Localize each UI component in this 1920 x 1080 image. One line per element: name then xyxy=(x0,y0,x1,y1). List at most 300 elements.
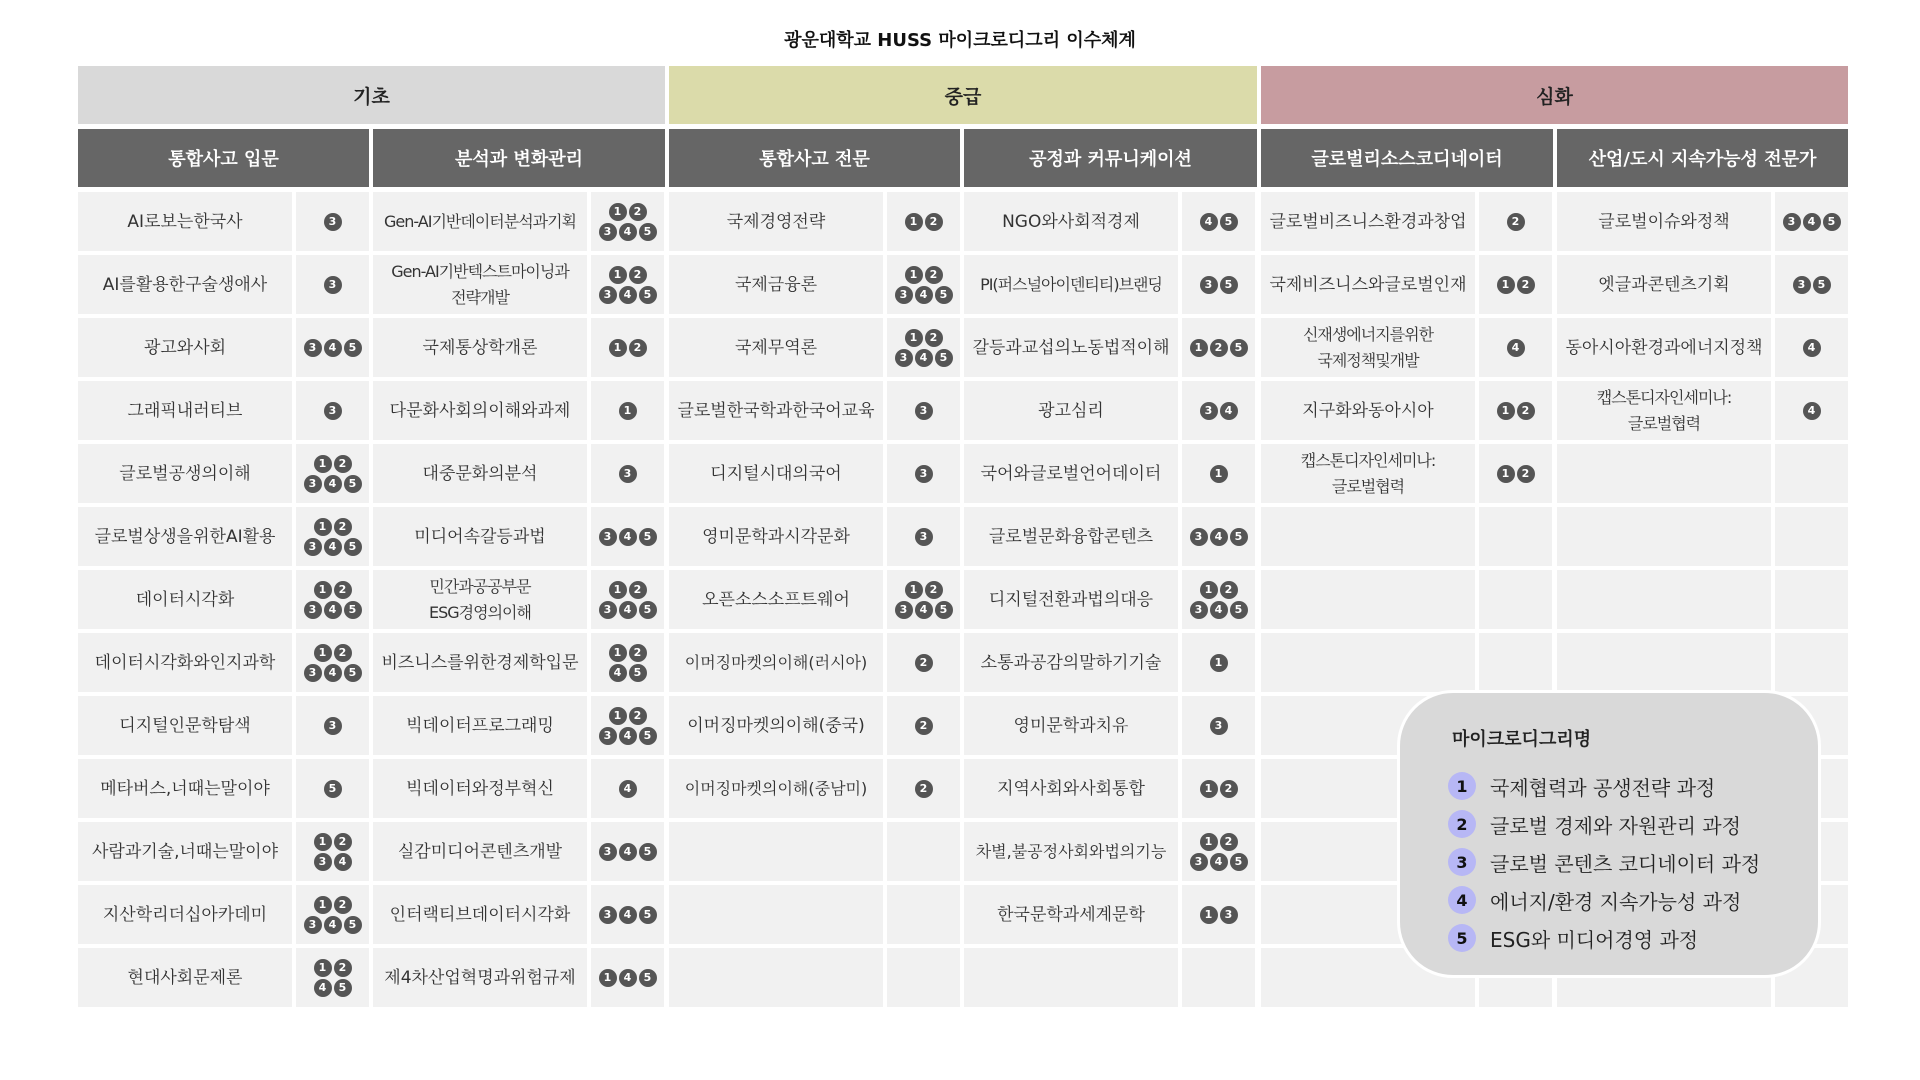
course-name: 광고와사회 xyxy=(78,318,292,377)
badge-cell xyxy=(296,381,369,440)
course-name: 영미문학과치유 xyxy=(964,696,1178,755)
microdegree-badge: 1 xyxy=(1200,780,1218,798)
badge-cell xyxy=(591,570,664,629)
microdegree-badge: 1 xyxy=(1200,581,1218,599)
microdegree-badge: 5 xyxy=(935,349,953,367)
microdegree-badge: 3 xyxy=(599,843,617,861)
microdegree-badge: 4 xyxy=(619,223,637,241)
track-header: 통합사고 입문 xyxy=(78,129,369,187)
microdegree-badge: 5 xyxy=(324,780,342,798)
empty-cell xyxy=(669,948,883,1007)
badge-cell xyxy=(1479,318,1552,377)
microdegree-badge: 3 xyxy=(599,223,617,241)
microdegree-badge: 4 xyxy=(619,906,637,924)
empty-cell xyxy=(1261,570,1475,629)
course-name: 빅데이터와정부혁신 xyxy=(373,759,587,818)
course-name: 글로벌상생을위한AI활용 xyxy=(78,507,292,566)
legend-number-badge: 1 xyxy=(1448,772,1476,800)
page-title: 광운대학교 HUSS 마이크로디그리 이수체계 xyxy=(784,30,1136,51)
microdegree-badge: 5 xyxy=(639,906,657,924)
badge-cell xyxy=(887,759,960,818)
badge-cell xyxy=(1182,318,1255,377)
empty-cell xyxy=(1479,507,1552,566)
badge-cell xyxy=(887,444,960,503)
microdegree-badge: 4 xyxy=(1220,402,1238,420)
badge-cell xyxy=(887,696,960,755)
badge-cell xyxy=(1775,192,1848,251)
course-name: 다문화사회의이해와과제 xyxy=(373,381,587,440)
course-name: AI로보는한국사 xyxy=(78,192,292,251)
microdegree-badge: 2 xyxy=(629,266,647,284)
level-advanced: 심화 xyxy=(1261,66,1848,124)
microdegree-badge: 5 xyxy=(334,979,352,997)
badge-cell xyxy=(591,507,664,566)
empty-cell xyxy=(1182,948,1255,1007)
badge-cell xyxy=(296,507,369,566)
course-name: 국제통상학개론 xyxy=(373,318,587,377)
course-name: 글로벌공생의이해 xyxy=(78,444,292,503)
course-name: 민간과공공부문 ESG경영의이해 xyxy=(373,570,587,629)
empty-cell xyxy=(1775,444,1848,503)
microdegree-badge: 5 xyxy=(935,286,953,304)
microdegree-badge: 4 xyxy=(1507,339,1525,357)
course-name: 데이터시각화 xyxy=(78,570,292,629)
course-name: 국제비즈니스와글로벌인재 xyxy=(1261,255,1475,314)
microdegree-badge: 1 xyxy=(905,329,923,347)
microdegree-badge: 3 xyxy=(304,664,322,682)
course-name: 캡스톤디자인세미나: 글로벌협력 xyxy=(1557,381,1771,440)
microdegree-badge: 5 xyxy=(639,727,657,745)
microdegree-badge: 3 xyxy=(1190,528,1208,546)
empty-cell xyxy=(1775,570,1848,629)
microdegree-badge: 4 xyxy=(324,475,342,493)
microdegree-badge: 5 xyxy=(639,969,657,987)
microdegree-badge: 4 xyxy=(915,349,933,367)
microdegree-badge: 4 xyxy=(1803,339,1821,357)
microdegree-badge: 3 xyxy=(1200,402,1218,420)
course-name: NGO와사회적경제 xyxy=(964,192,1178,251)
microdegree-badge: 4 xyxy=(619,843,637,861)
microdegree-badge: 4 xyxy=(324,339,342,357)
microdegree-badge: 4 xyxy=(324,601,342,619)
microdegree-badge: 1 xyxy=(314,455,332,473)
microdegree-badge: 4 xyxy=(619,286,637,304)
course-name: 국어와글로벌언어데이터 xyxy=(964,444,1178,503)
microdegree-badge: 3 xyxy=(915,402,933,420)
microdegree-badge: 5 xyxy=(344,538,362,556)
microdegree-badge: 5 xyxy=(1230,528,1248,546)
badge-cell xyxy=(1182,696,1255,755)
microdegree-badge: 1 xyxy=(314,833,332,851)
microdegree-badge: 5 xyxy=(629,664,647,682)
badge-cell xyxy=(887,507,960,566)
microdegree-badge: 1 xyxy=(1210,654,1228,672)
microdegree-badge: 3 xyxy=(599,906,617,924)
course-name: 지역사회와사회통합 xyxy=(964,759,1178,818)
course-name: 국제무역론 xyxy=(669,318,883,377)
legend-item xyxy=(1448,809,1760,839)
badge-cell xyxy=(1182,507,1255,566)
empty-cell xyxy=(887,885,960,944)
badge-cell xyxy=(296,696,369,755)
legend-number-badge: 4 xyxy=(1448,886,1476,914)
course-name: 그래픽내러티브 xyxy=(78,381,292,440)
microdegree-badge: 1 xyxy=(599,969,617,987)
badge-cell xyxy=(1479,192,1552,251)
microdegree-badge: 5 xyxy=(1823,213,1841,231)
legend-number-badge: 5 xyxy=(1448,924,1476,952)
badge-cell xyxy=(887,318,960,377)
empty-cell xyxy=(669,822,883,881)
course-name: 비즈니스를위한경제학입문 xyxy=(373,633,587,692)
microdegree-badge: 1 xyxy=(609,707,627,725)
microdegree-badge: 5 xyxy=(1813,276,1831,294)
microdegree-badge: 2 xyxy=(925,581,943,599)
microdegree-badge: 5 xyxy=(344,601,362,619)
course-name: 엣글과콘텐츠기획 xyxy=(1557,255,1771,314)
course-name: 사람과기술,너때는말이야 xyxy=(78,822,292,881)
microdegree-badge: 3 xyxy=(599,601,617,619)
microdegree-badge: 2 xyxy=(1517,276,1535,294)
microdegree-badge: 1 xyxy=(1210,465,1228,483)
badge-cell xyxy=(591,948,664,1007)
microdegree-badge: 2 xyxy=(334,833,352,851)
microdegree-badge: 3 xyxy=(895,601,913,619)
microdegree-badge: 1 xyxy=(905,213,923,231)
badge-cell xyxy=(1775,255,1848,314)
course-name: 대중문화의분석 xyxy=(373,444,587,503)
badge-cell xyxy=(887,192,960,251)
microdegree-badge: 4 xyxy=(324,916,342,934)
badge-cell xyxy=(591,255,664,314)
badge-cell xyxy=(296,318,369,377)
microdegree-badge: 1 xyxy=(314,896,332,914)
badge-cell xyxy=(591,318,664,377)
legend-label: ESG와 미디어경영 과정 xyxy=(1490,927,1699,952)
microdegree-badge: 4 xyxy=(619,780,637,798)
microdegree-badge: 5 xyxy=(1230,601,1248,619)
badge-cell xyxy=(1775,381,1848,440)
microdegree-badge: 2 xyxy=(334,959,352,977)
course-name: 글로벌한국학과한국어교육 xyxy=(669,381,883,440)
track-header: 글로벌리소스코디네이터 xyxy=(1261,129,1553,187)
badge-cell xyxy=(887,255,960,314)
badge-cell xyxy=(887,381,960,440)
microdegree-badge: 3 xyxy=(1200,276,1218,294)
level-basic: 기초 xyxy=(78,66,665,124)
microdegree-badge: 4 xyxy=(619,969,637,987)
course-name: 지산학리더십아카데미 xyxy=(78,885,292,944)
badge-cell xyxy=(887,570,960,629)
course-name: 이머징마켓의이해(중남미) xyxy=(669,759,883,818)
microdegree-badge: 1 xyxy=(905,266,923,284)
microdegree-badge: 3 xyxy=(304,339,322,357)
empty-cell xyxy=(1775,633,1848,692)
microdegree-badge: 1 xyxy=(314,959,332,977)
legend-number-badge: 2 xyxy=(1448,810,1476,838)
badge-cell xyxy=(296,255,369,314)
course-name: 한국문학과세계문학 xyxy=(964,885,1178,944)
microdegree-legend xyxy=(1397,690,1821,978)
microdegree-badge: 5 xyxy=(1230,853,1248,871)
microdegree-badge: 4 xyxy=(324,538,342,556)
microdegree-badge: 4 xyxy=(1210,853,1228,871)
empty-cell xyxy=(1557,507,1771,566)
badge-cell xyxy=(1182,885,1255,944)
course-name: 소통과공감의말하기기술 xyxy=(964,633,1178,692)
microdegree-badge: 2 xyxy=(629,644,647,662)
course-name: AI를활용한구술생애사 xyxy=(78,255,292,314)
badge-cell xyxy=(1182,570,1255,629)
course-name: 제4차산업혁명과위험규제 xyxy=(373,948,587,1007)
microdegree-badge: 1 xyxy=(314,518,332,536)
badge-cell xyxy=(1479,255,1552,314)
microdegree-badge: 2 xyxy=(1517,402,1535,420)
microdegree-badge: 3 xyxy=(599,528,617,546)
course-name: PI(퍼스널아이덴티티)브랜딩 xyxy=(964,255,1178,314)
empty-cell xyxy=(1775,507,1848,566)
course-name: Gen-AI기반텍스트마이닝과 전략개발 xyxy=(373,255,587,314)
empty-cell xyxy=(1557,633,1771,692)
badge-cell xyxy=(296,948,369,1007)
badge-cell xyxy=(591,759,664,818)
microdegree-badge: 3 xyxy=(599,727,617,745)
microdegree-badge: 1 xyxy=(1200,833,1218,851)
microdegree-badge: 5 xyxy=(1220,276,1238,294)
badge-cell xyxy=(591,822,664,881)
microdegree-badge: 1 xyxy=(619,402,637,420)
microdegree-badge: 2 xyxy=(334,896,352,914)
course-name: 실감미디어콘텐츠개발 xyxy=(373,822,587,881)
microdegree-badge: 3 xyxy=(895,286,913,304)
microdegree-badge: 3 xyxy=(304,916,322,934)
microdegree-badge: 2 xyxy=(925,266,943,284)
microdegree-badge: 2 xyxy=(629,339,647,357)
empty-cell xyxy=(1479,633,1552,692)
microdegree-badge: 4 xyxy=(1200,213,1218,231)
course-name: 디지털인문학탐색 xyxy=(78,696,292,755)
course-name: 데이터시각화와인지과학 xyxy=(78,633,292,692)
microdegree-badge: 1 xyxy=(609,203,627,221)
badge-cell xyxy=(1182,192,1255,251)
badge-cell xyxy=(1182,444,1255,503)
badge-cell xyxy=(591,444,664,503)
microdegree-badge: 1 xyxy=(609,339,627,357)
microdegree-badge: 3 xyxy=(1210,717,1228,735)
microdegree-badge: 3 xyxy=(304,538,322,556)
course-name: 미디어속갈등과법 xyxy=(373,507,587,566)
microdegree-badge: 2 xyxy=(629,707,647,725)
course-name: Gen-AI기반데이터분석과기획 xyxy=(373,192,587,251)
course-name: 지구화와동아시아 xyxy=(1261,381,1475,440)
microdegree-badge: 1 xyxy=(314,644,332,662)
microdegree-badge: 4 xyxy=(619,601,637,619)
course-name: 영미문학과시각문화 xyxy=(669,507,883,566)
microdegree-badge: 2 xyxy=(334,518,352,536)
microdegree-badge: 4 xyxy=(314,979,332,997)
track-header: 분석과 변화관리 xyxy=(373,129,665,187)
badge-cell xyxy=(1182,381,1255,440)
microdegree-badge: 1 xyxy=(609,644,627,662)
course-name: 갈등과교섭의노동법적이해 xyxy=(964,318,1178,377)
microdegree-badge: 3 xyxy=(304,601,322,619)
legend-item xyxy=(1448,885,1760,915)
empty-cell xyxy=(669,885,883,944)
microdegree-badge: 4 xyxy=(334,853,352,871)
legend-label: 국제협력과 공생전략 과정 xyxy=(1490,775,1716,800)
legend-label: 글로벌 경제와 자원관리 과정 xyxy=(1490,813,1741,838)
microdegree-badge: 2 xyxy=(629,203,647,221)
course-name: 신재생에너지를위한 국제정책및개발 xyxy=(1261,318,1475,377)
course-name: 동아시아환경과에너지정책 xyxy=(1557,318,1771,377)
microdegree-badge: 5 xyxy=(639,286,657,304)
microdegree-badge: 1 xyxy=(1497,465,1515,483)
badge-cell xyxy=(296,759,369,818)
badge-cell xyxy=(1182,633,1255,692)
microdegree-badge: 5 xyxy=(1220,213,1238,231)
microdegree-badge: 5 xyxy=(344,475,362,493)
course-name: 글로벌비즈니스환경과창업 xyxy=(1261,192,1475,251)
microdegree-badge: 2 xyxy=(1210,339,1228,357)
badge-cell xyxy=(1182,759,1255,818)
track-header: 산업/도시 지속가능성 전문가 xyxy=(1557,129,1848,187)
microdegree-badge: 3 xyxy=(314,853,332,871)
empty-cell xyxy=(887,948,960,1007)
microdegree-badge: 1 xyxy=(314,581,332,599)
empty-cell xyxy=(964,948,1178,1007)
legend-title: 마이크로디그리명 xyxy=(1452,729,1592,750)
empty-cell xyxy=(1557,570,1771,629)
legend-label: 에너지/환경 지속가능성 과정 xyxy=(1490,889,1742,914)
microdegree-badge: 3 xyxy=(619,465,637,483)
microdegree-badge: 2 xyxy=(915,654,933,672)
microdegree-badge: 3 xyxy=(324,717,342,735)
microdegree-badge: 3 xyxy=(599,286,617,304)
microdegree-badge: 5 xyxy=(1230,339,1248,357)
microdegree-badge: 4 xyxy=(1210,601,1228,619)
microdegree-badge: 3 xyxy=(324,213,342,231)
empty-cell xyxy=(1261,633,1475,692)
legend-item xyxy=(1448,923,1760,953)
badge-cell xyxy=(1182,822,1255,881)
microdegree-badge: 3 xyxy=(915,465,933,483)
microdegree-badge: 4 xyxy=(915,286,933,304)
badge-cell xyxy=(296,885,369,944)
microdegree-badge: 2 xyxy=(1220,780,1238,798)
course-name: 디지털전환과법의대응 xyxy=(964,570,1178,629)
course-name: 현대사회문제론 xyxy=(78,948,292,1007)
microdegree-badge: 5 xyxy=(935,601,953,619)
badge-cell xyxy=(1479,381,1552,440)
microdegree-badge: 1 xyxy=(1497,402,1515,420)
legend-label: 글로벌 콘텐츠 코디네이터 과정 xyxy=(1490,851,1761,876)
course-name: 메타버스,너때는말이야 xyxy=(78,759,292,818)
empty-cell xyxy=(1479,570,1552,629)
microdegree-badge: 2 xyxy=(1517,465,1535,483)
microdegree-badge: 2 xyxy=(1220,833,1238,851)
microdegree-badge: 3 xyxy=(1190,853,1208,871)
microdegree-badge: 2 xyxy=(629,581,647,599)
badge-cell xyxy=(296,633,369,692)
badge-cell xyxy=(1479,444,1552,503)
badge-cell xyxy=(591,192,664,251)
microdegree-badge: 2 xyxy=(925,329,943,347)
microdegree-badge: 3 xyxy=(324,276,342,294)
track-header: 공정과 커뮤니케이션 xyxy=(964,129,1257,187)
microdegree-badge: 3 xyxy=(895,349,913,367)
badge-cell xyxy=(1182,255,1255,314)
microdegree-badge: 3 xyxy=(1190,601,1208,619)
badge-cell xyxy=(296,192,369,251)
course-name: 국제금융론 xyxy=(669,255,883,314)
microdegree-badge: 1 xyxy=(1497,276,1515,294)
microdegree-badge: 3 xyxy=(915,528,933,546)
microdegree-badge: 4 xyxy=(1803,213,1821,231)
microdegree-badge: 3 xyxy=(1220,906,1238,924)
microdegree-badge: 2 xyxy=(1507,213,1525,231)
microdegree-badge: 4 xyxy=(1210,528,1228,546)
badge-cell xyxy=(296,570,369,629)
microdegree-badge: 2 xyxy=(915,780,933,798)
course-name: 차별,불공정사회와법의기능 xyxy=(964,822,1178,881)
microdegree-badge: 1 xyxy=(609,581,627,599)
badge-cell xyxy=(591,633,664,692)
level-intermediate: 중급 xyxy=(669,66,1257,124)
badge-cell xyxy=(591,696,664,755)
microdegree-badge: 4 xyxy=(1803,402,1821,420)
microdegree-badge: 4 xyxy=(609,664,627,682)
empty-cell xyxy=(1261,507,1475,566)
microdegree-badge: 5 xyxy=(639,223,657,241)
microdegree-badge: 5 xyxy=(344,916,362,934)
microdegree-badge: 3 xyxy=(304,475,322,493)
microdegree-badge: 2 xyxy=(334,644,352,662)
microdegree-badge: 5 xyxy=(639,601,657,619)
microdegree-badge: 3 xyxy=(1783,213,1801,231)
course-name: 디지털시대의국어 xyxy=(669,444,883,503)
microdegree-badge: 2 xyxy=(334,581,352,599)
legend-number-badge: 3 xyxy=(1448,848,1476,876)
empty-cell xyxy=(887,822,960,881)
microdegree-badge: 4 xyxy=(324,664,342,682)
microdegree-badge: 5 xyxy=(344,339,362,357)
course-name: 국제경영전략 xyxy=(669,192,883,251)
microdegree-badge: 4 xyxy=(915,601,933,619)
legend-item xyxy=(1448,847,1760,877)
microdegree-badge: 4 xyxy=(619,727,637,745)
course-name: 캡스톤디자인세미나: 글로벌협력 xyxy=(1261,444,1475,503)
badge-cell xyxy=(887,633,960,692)
course-name: 오픈소스소프트웨어 xyxy=(669,570,883,629)
microdegree-badge: 1 xyxy=(1190,339,1208,357)
badge-cell xyxy=(296,444,369,503)
course-name: 빅데이터프로그래밍 xyxy=(373,696,587,755)
badge-cell xyxy=(591,885,664,944)
microdegree-badge: 4 xyxy=(619,528,637,546)
course-name: 글로벌이슈와정책 xyxy=(1557,192,1771,251)
course-name: 글로벌문화융합콘텐츠 xyxy=(964,507,1178,566)
badge-cell xyxy=(296,822,369,881)
course-name: 이머징마켓의이해(러시아) xyxy=(669,633,883,692)
badge-cell xyxy=(591,381,664,440)
microdegree-badge: 3 xyxy=(324,402,342,420)
empty-cell xyxy=(1557,444,1771,503)
course-name: 광고심리 xyxy=(964,381,1178,440)
microdegree-badge: 2 xyxy=(915,717,933,735)
microdegree-badge: 3 xyxy=(1793,276,1811,294)
legend-item xyxy=(1448,771,1760,801)
course-name: 이머징마켓의이해(중국) xyxy=(669,696,883,755)
